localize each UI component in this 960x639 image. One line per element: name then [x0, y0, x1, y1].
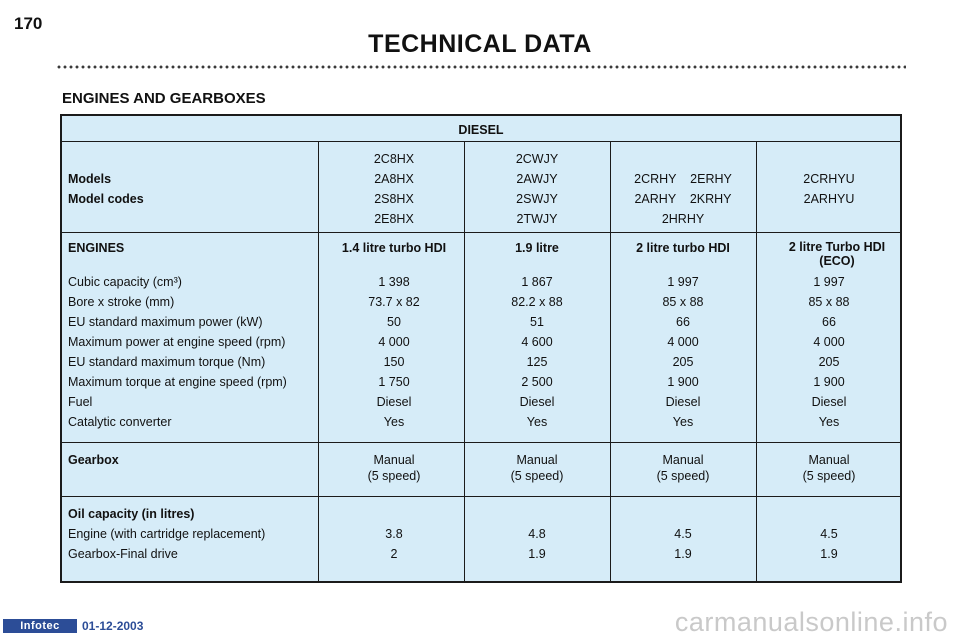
oil-capacity-label: Oil capacity (in litres)	[68, 507, 195, 521]
spec-value: 50	[387, 315, 401, 329]
model-code: 2C8HX	[373, 152, 415, 166]
engine-name: 2 litre Turbo HDI (ECO)	[788, 240, 886, 268]
spec-value: Diesel	[519, 395, 555, 409]
engine-name: 1.4 litre turbo HDI	[341, 241, 447, 255]
spec-value: Diesel	[376, 395, 412, 409]
divider	[62, 141, 900, 142]
spec-label: Catalytic converter	[68, 415, 172, 429]
spec-value: Yes	[672, 415, 694, 429]
model-code: 2AWJY	[516, 172, 558, 186]
spec-value: 205	[818, 355, 840, 369]
oil-value: 1.9	[674, 547, 692, 561]
spec-value: 125	[526, 355, 548, 369]
model-code: 2TWJY	[516, 212, 558, 226]
spec-label: Maximum power at engine speed (rpm)	[68, 335, 286, 349]
model-code: 2CRHY 2ERHY	[634, 172, 732, 186]
footer-date: 01-12-2003	[82, 619, 144, 633]
page-number: 170	[14, 14, 43, 33]
spec-value: Yes	[526, 415, 548, 429]
engine-name: 2 litre turbo HDI	[636, 241, 730, 255]
gearbox-value: Manual (5 speed)	[656, 453, 710, 483]
spec-label: Maximum torque at engine speed (rpm)	[68, 375, 287, 389]
model-codes-label: Model codes	[68, 192, 144, 206]
oil-value: 4.5	[674, 527, 692, 541]
spec-value: Diesel	[665, 395, 701, 409]
spec-value: 1 867	[521, 275, 553, 289]
oil-value: 2	[390, 547, 398, 561]
technical-data-table	[60, 114, 902, 583]
gearbox-value: Manual (5 speed)	[802, 453, 856, 483]
divider	[62, 232, 900, 233]
spec-value: 1 900	[813, 375, 845, 389]
spec-value: Yes	[818, 415, 840, 429]
spec-value: 1 900	[667, 375, 699, 389]
section-title: ENGINES AND GEARBOXES	[62, 90, 266, 107]
spec-value: 205	[672, 355, 694, 369]
model-code: 2CRHYU	[803, 172, 855, 186]
divider	[62, 496, 900, 497]
divider	[62, 442, 900, 443]
oil-value: 1.9	[528, 547, 546, 561]
spec-value: 1 398	[378, 275, 410, 289]
oil-value: 1.9	[820, 547, 838, 561]
oil-value: 4.8	[528, 527, 546, 541]
gearbox-label: Gearbox	[68, 453, 119, 467]
models-label: Models	[68, 172, 112, 186]
table-header-diesel: DIESEL	[458, 123, 504, 137]
model-code: 2S8HX	[374, 192, 414, 206]
spec-label: EU standard maximum power (kW)	[68, 315, 263, 329]
spec-value: 4 000	[667, 335, 699, 349]
spec-value: 51	[530, 315, 544, 329]
spec-value: 150	[383, 355, 405, 369]
spec-value: 73.7 x 82	[368, 295, 420, 309]
oil-row-label: Gearbox-Final drive	[68, 547, 178, 561]
model-code: 2CWJY	[515, 152, 559, 166]
model-code: 2SWJY	[516, 192, 558, 206]
infotec-logo: Infotec	[3, 619, 77, 633]
spec-value: 4 000	[378, 335, 410, 349]
engine-name: 1.9 litre	[515, 241, 559, 255]
spec-value: 85 x 88	[662, 295, 704, 309]
spec-value: 4 600	[521, 335, 553, 349]
watermark: carmanualsonline.info	[674, 607, 948, 637]
spec-label: EU standard maximum torque (Nm)	[68, 355, 266, 369]
oil-row-label: Engine (with cartridge replacement)	[68, 527, 266, 541]
page-title: TECHNICAL DATA	[368, 30, 592, 58]
spec-label: Cubic capacity (cm³)	[68, 275, 182, 289]
dotted-divider	[56, 64, 906, 70]
spec-value: 85 x 88	[808, 295, 850, 309]
spec-value: 2 500	[521, 375, 553, 389]
model-code: 2HRHY	[661, 212, 705, 226]
spec-value: 1 997	[813, 275, 845, 289]
spec-value: 1 997	[667, 275, 699, 289]
spec-value: Yes	[383, 415, 405, 429]
model-code: 2ARHYU	[803, 192, 855, 206]
spec-value: Diesel	[811, 395, 847, 409]
spec-label: Bore x stroke (mm)	[68, 295, 175, 309]
spec-value: 4 000	[813, 335, 845, 349]
spec-value: 66	[676, 315, 690, 329]
model-code: 2E8HX	[374, 212, 414, 226]
spec-value: 82.2 x 88	[511, 295, 563, 309]
model-code: 2A8HX	[374, 172, 414, 186]
model-code: 2ARHY 2KRHY	[634, 192, 732, 206]
gearbox-value: Manual (5 speed)	[510, 453, 564, 483]
spec-value: 1 750	[378, 375, 410, 389]
spec-label: Fuel	[68, 395, 93, 409]
gearbox-value: Manual (5 speed)	[367, 453, 421, 483]
oil-value: 4.5	[820, 527, 838, 541]
oil-value: 3.8	[385, 527, 403, 541]
engines-label: ENGINES	[68, 241, 125, 255]
spec-value: 66	[822, 315, 836, 329]
